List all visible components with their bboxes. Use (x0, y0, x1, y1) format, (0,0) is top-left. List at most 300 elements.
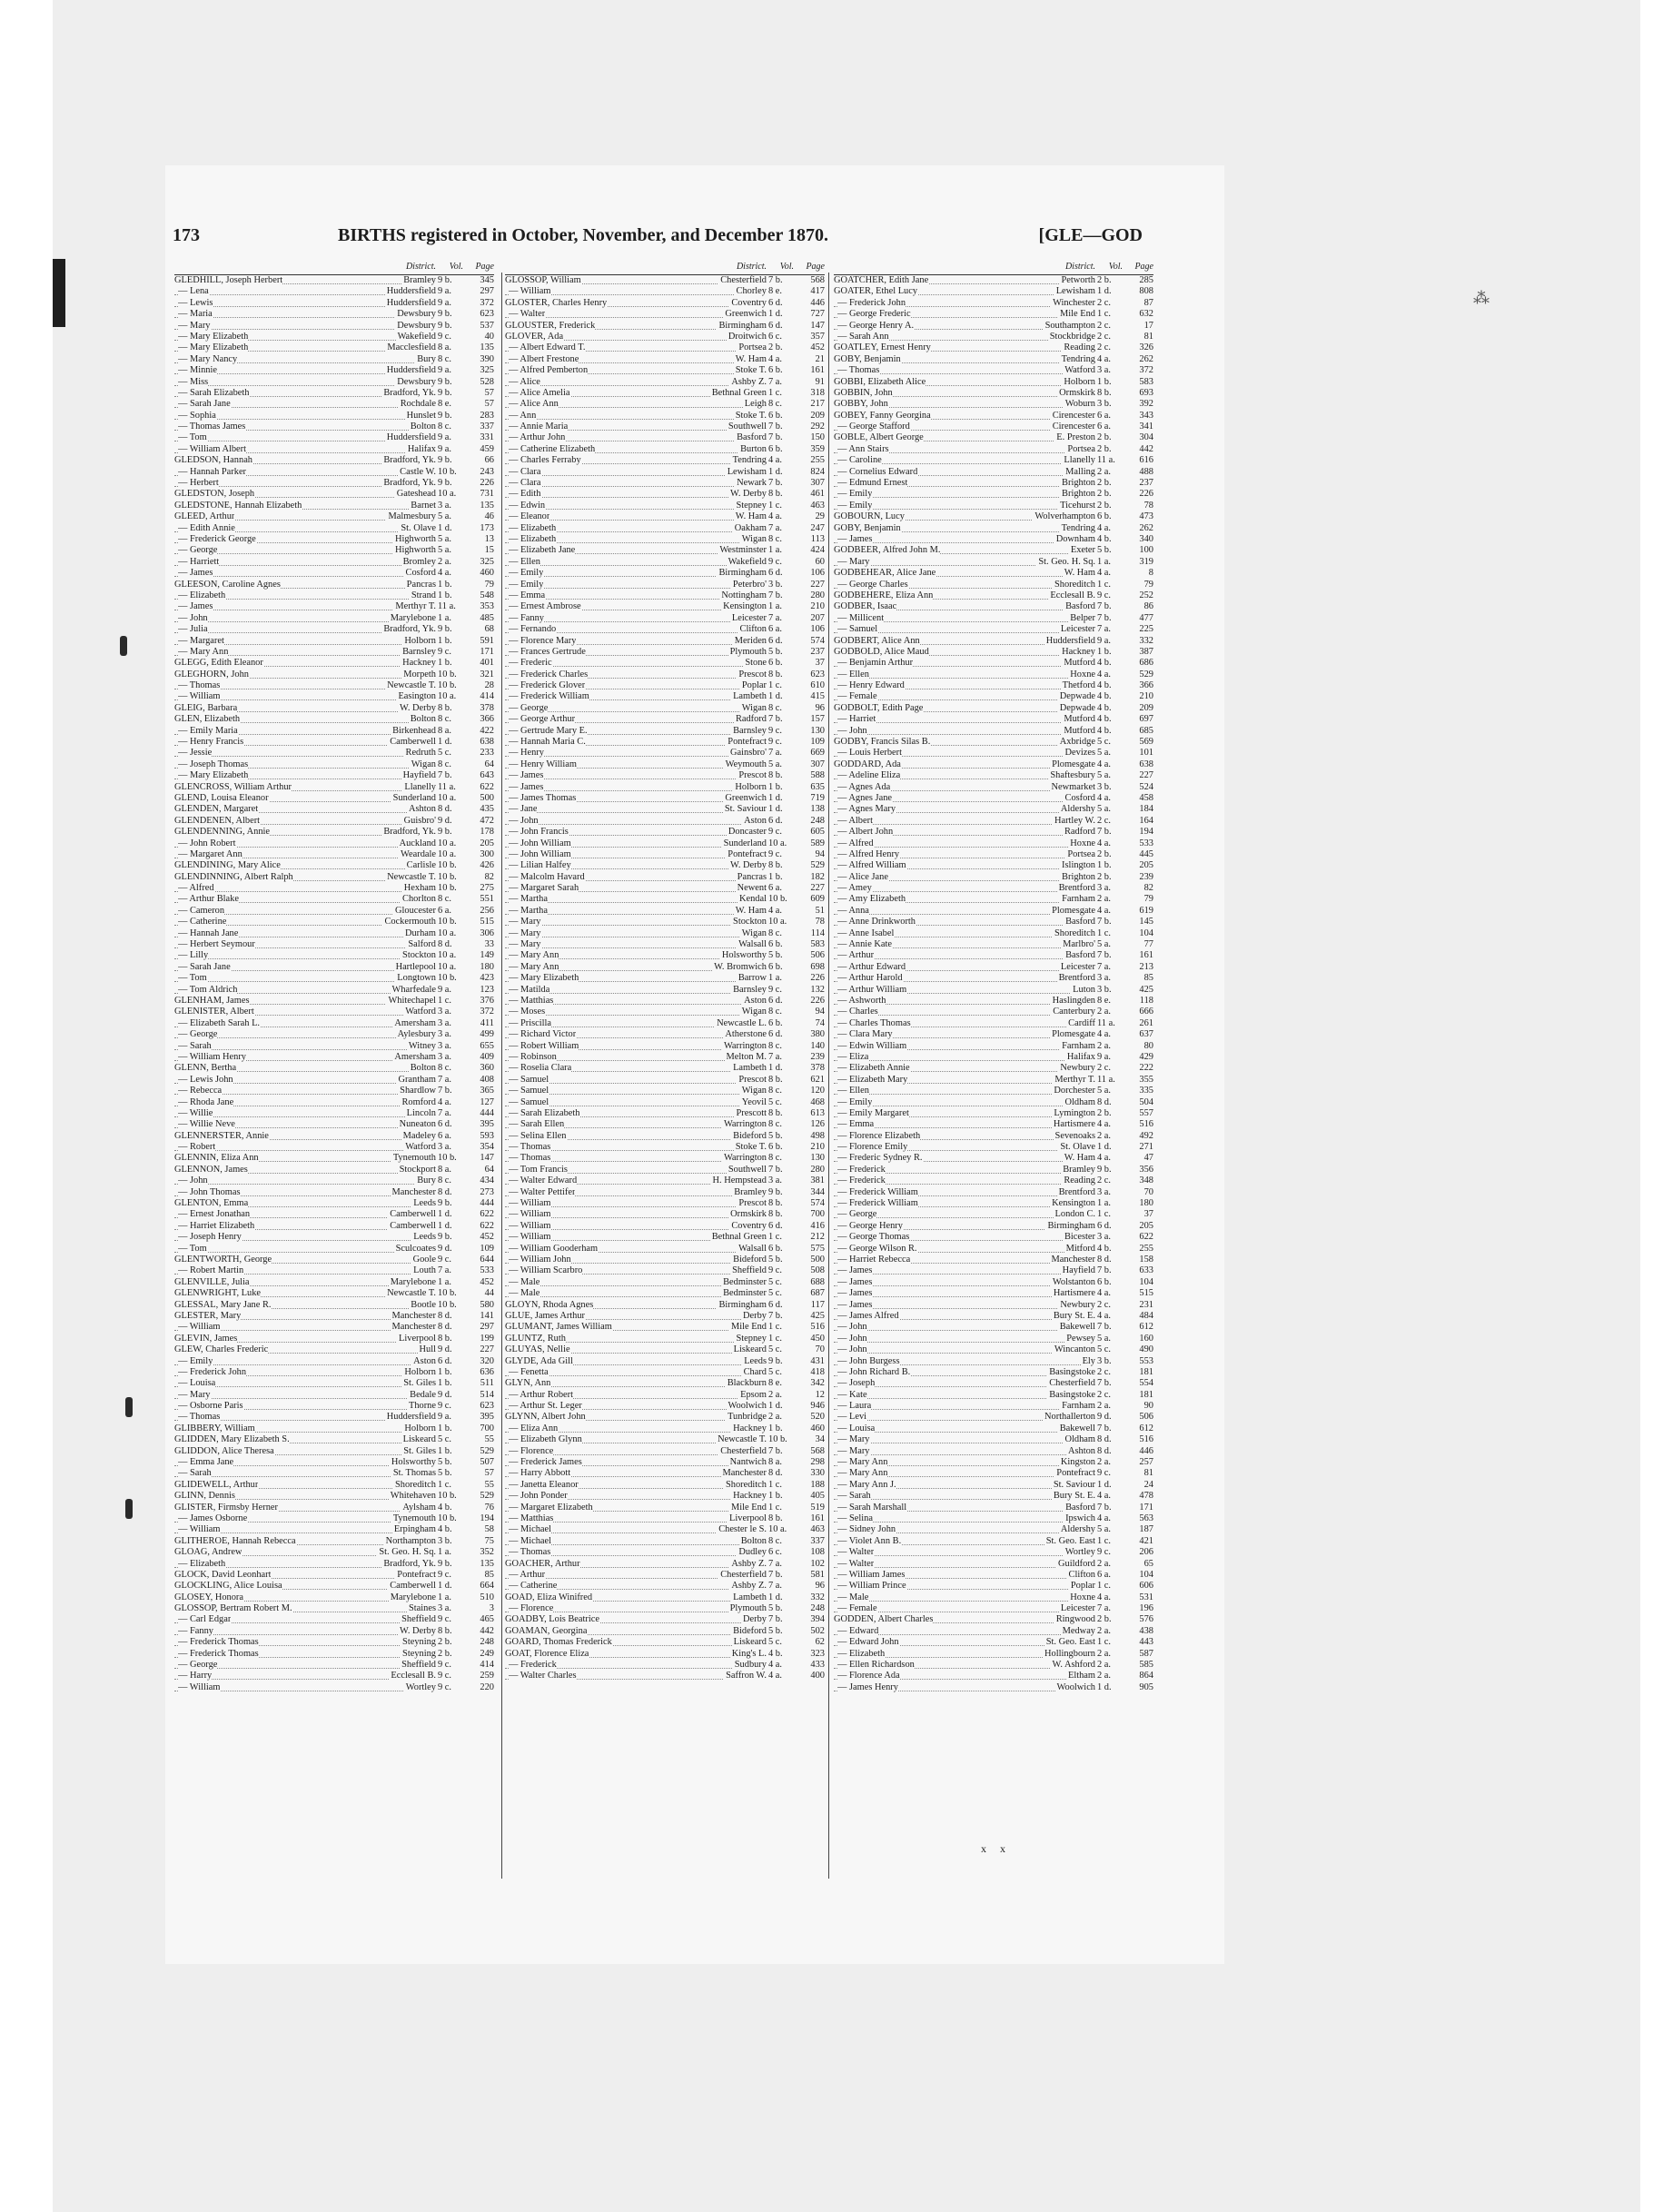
entry-volume: 1 c. (1097, 579, 1112, 590)
entry-volume: 5 b. (768, 950, 783, 961)
entry-name: — Arthur Robert (509, 1389, 573, 1400)
entry-volume: 8 d. (438, 939, 452, 950)
entry-name: GLUE, James Arthur (505, 1310, 586, 1321)
entry-district: Barnsley (733, 984, 767, 995)
entry-page: 664 (480, 1581, 494, 1592)
entry-name: — Frederick Charles (509, 669, 589, 679)
entry-district: Bicester (1064, 1232, 1095, 1243)
entry-volume: 9 c. (1097, 1547, 1112, 1558)
register-entry (174, 894, 494, 905)
entry-district: Bradford, Yk. (383, 1558, 436, 1569)
entry-name: — Roselia Clara (509, 1063, 572, 1074)
entry-district: Holborn (404, 1366, 436, 1377)
entry-volume: 1 d. (1097, 1142, 1112, 1153)
entry-volume: 2 c. (1097, 1299, 1112, 1310)
dot-leader (174, 1390, 436, 1399)
entry-volume: 9 d. (438, 1389, 452, 1400)
register-entry (174, 1559, 494, 1570)
entry-page: 85 (1143, 973, 1153, 984)
entry-name: GLENNIN, Eliza Ann (174, 1153, 259, 1164)
entry-volume: 1 c. (768, 680, 783, 691)
entry-page: 446 (810, 297, 825, 308)
entry-name: — Frederick James (509, 1457, 582, 1468)
entry-volume: 8 a. (438, 342, 452, 353)
entry-volume: 6 d. (768, 1299, 783, 1310)
entry-volume: 4 b. (1097, 533, 1112, 544)
entry-volume: 6 c. (768, 331, 783, 342)
entry-page: 44 (484, 1288, 494, 1299)
entry-volume: 9 c. (438, 646, 452, 657)
entry-district: Newcastle T. (387, 871, 436, 882)
register-entry (505, 1142, 825, 1153)
entry-page: 587 (1139, 1648, 1153, 1659)
entry-page: 643 (480, 770, 494, 781)
entry-name: GLEED, Arthur (174, 511, 235, 522)
entry-page: 58 (484, 1524, 494, 1535)
entry-page: 463 (810, 500, 825, 511)
entry-name: — James (837, 1276, 873, 1287)
entry-volume: 2 a. (1097, 466, 1112, 477)
entry-name: — John (837, 725, 867, 736)
register-entry (505, 1108, 825, 1119)
entry-name: — Hannah Maria C. (509, 737, 586, 748)
entry-name: — William Gooderham (509, 1243, 599, 1254)
entry-name: GLENISTER, Albert (174, 1007, 254, 1017)
entry-volume: 8 b. (438, 702, 452, 713)
entry-page: 297 (480, 1322, 494, 1333)
entry-district: Prescot (738, 1198, 767, 1209)
entry-volume: 5 b. (768, 646, 783, 657)
entry-name: — Thomas (509, 1153, 551, 1164)
register-entry (834, 714, 1153, 725)
entry-name: — William James (837, 1569, 906, 1580)
dot-leader (174, 748, 436, 757)
register-entry (174, 399, 494, 410)
entry-name: — George Henry A. (837, 320, 915, 331)
entry-district: Peterbro' (732, 579, 767, 590)
entry-name: — Frederick Thomas (178, 1648, 259, 1659)
entry-name: GLENNERSTER, Annie (174, 1130, 269, 1141)
entry-district: St. Geo. H. Sq. (379, 1547, 436, 1558)
entry-district: Bolton (740, 1535, 767, 1546)
register-entry (174, 1052, 494, 1063)
register-entry (174, 501, 494, 511)
dot-leader (174, 950, 436, 959)
entry-page: 117 (810, 1299, 825, 1310)
entry-district: Dewsbury (397, 320, 436, 331)
register-entry (834, 342, 1153, 353)
entry-name: — William (178, 1322, 221, 1333)
entry-district: Lambeth (733, 1592, 767, 1602)
entry-district: Ashton (1067, 1445, 1095, 1456)
entry-district: Camberwell (390, 1581, 436, 1592)
entry-name: — Tom (178, 1243, 207, 1254)
register-entry (174, 1300, 494, 1311)
entry-name: — George (178, 545, 218, 556)
entry-district: Medway (1062, 1625, 1095, 1636)
register-entry (505, 1244, 825, 1255)
entry-volume: 6 b. (768, 1017, 783, 1028)
entry-district: Sheffield (401, 1614, 436, 1625)
entry-volume: 7 b. (768, 1569, 783, 1580)
entry-name: — Ashworth (837, 996, 886, 1006)
register-entry (174, 658, 494, 669)
entry-name: — Walter Charles (509, 1671, 577, 1681)
entry-volume: 5 b. (768, 1603, 783, 1614)
entry-volume: 6 b. (1097, 511, 1112, 522)
entry-name: GLEND, Louisa Eleanor (174, 792, 269, 803)
entry-name: GLENN, Bertha (174, 1063, 237, 1074)
entry-page: 508 (810, 1265, 825, 1276)
entry-district: Newcastle T. (718, 1434, 767, 1445)
register-entry (505, 1491, 825, 1502)
entry-page: 237 (1139, 478, 1153, 489)
entry-page: 372 (480, 297, 494, 308)
register-entry (834, 883, 1153, 894)
entry-volume: 1 d. (768, 804, 783, 815)
entry-name: GODBEHEAR, Alice Jane (834, 568, 936, 579)
entry-page: 239 (1139, 871, 1153, 882)
entry-name: GLENWRIGHT, Luke (174, 1288, 262, 1299)
register-entry (505, 1232, 825, 1243)
entry-page: 321 (480, 669, 494, 679)
entry-page: 529 (1139, 669, 1153, 679)
entry-page: 227 (480, 1344, 494, 1355)
entry-page: 414 (480, 1660, 494, 1671)
entry-volume: 9 c. (438, 1660, 452, 1671)
entry-page: 360 (480, 1063, 494, 1074)
entry-volume: 8 d. (438, 1186, 452, 1197)
entry-name: GLOYN, Rhoda Agnes (505, 1299, 594, 1310)
entry-name: — Harry (178, 1671, 213, 1681)
entry-name: — Edith Annie (178, 522, 235, 533)
entry-page: 619 (1139, 905, 1153, 916)
entry-page: 57 (484, 387, 494, 398)
register-entry (174, 1311, 494, 1322)
entry-name: — Frederick William (837, 1186, 918, 1197)
entry-district: Easington (398, 691, 436, 702)
entry-volume: 7 b. (1097, 950, 1112, 961)
entry-name: GOBBIN, John (834, 387, 893, 398)
entry-volume: 9 c. (438, 1254, 452, 1265)
entry-name: GLOSEY, Honora (174, 1592, 244, 1602)
register-entry (834, 1649, 1153, 1660)
entry-page: 55 (484, 1434, 494, 1445)
entry-volume: 5 c. (768, 1288, 783, 1299)
entry-district: Basford (1065, 917, 1095, 927)
register-entry (834, 996, 1153, 1007)
entry-district: Kingston (1060, 1457, 1095, 1468)
entry-name: — Amey (837, 883, 872, 894)
entry-district: Hollingbourn (1044, 1648, 1095, 1659)
dot-leader (505, 580, 767, 589)
register-entry (834, 636, 1153, 647)
entry-volume: 3 b. (768, 579, 783, 590)
entry-page: 352 (480, 1547, 494, 1558)
entry-volume: 1 b. (1097, 860, 1112, 871)
entry-district: Steyning (402, 1637, 436, 1648)
entry-district: Doncaster (728, 827, 767, 838)
entry-district: Plymouth (729, 646, 767, 657)
entry-name: GLENDINING, Mary Alice (174, 860, 281, 871)
entry-name: — Robert Martin (178, 1265, 244, 1276)
dot-leader (834, 1265, 1095, 1275)
entry-volume: 7 b. (768, 714, 783, 725)
register-entry (174, 1334, 494, 1344)
entry-district: Pancras (737, 871, 767, 882)
entry-district: Greenwich (725, 792, 767, 803)
entry-district: Epsom (740, 1389, 767, 1400)
entry-district: Bideford (733, 1625, 767, 1636)
entry-page: 81 (1143, 331, 1153, 342)
entry-district: Aylesbury (397, 1029, 436, 1040)
register-entry (174, 849, 494, 860)
register-entry (505, 1356, 825, 1367)
entry-name: — William Henry (178, 1051, 246, 1062)
entry-page: 516 (1139, 1119, 1153, 1130)
entry-name: — Anne Isabel (837, 927, 895, 938)
column-header (834, 262, 1153, 275)
entry-name: GLEDSTONE, Hannah Elizabeth (174, 500, 302, 511)
entry-page: 280 (810, 590, 825, 600)
entry-district: Farnham (1062, 1040, 1095, 1051)
entry-page: 205 (480, 838, 494, 848)
entry-page: 548 (480, 590, 494, 600)
register-entry (174, 613, 494, 624)
entry-page: 147 (810, 320, 825, 331)
register-entry (834, 1311, 1153, 1322)
entry-name: — Alice Ann (509, 399, 559, 410)
register-entry (505, 1592, 825, 1603)
entry-page: 514 (480, 1389, 494, 1400)
register-entry (505, 1153, 825, 1164)
entry-name: — Agnes Ada (837, 781, 891, 792)
entry-volume: 1 c. (768, 1322, 783, 1333)
entry-name: — Ellen (509, 556, 540, 567)
entry-page: 574 (810, 635, 825, 646)
entry-name: — Walter (837, 1547, 875, 1558)
entry-district: Reading (1064, 342, 1095, 353)
entry-district: Gainsbro' (730, 748, 767, 759)
entry-district: Meriden (734, 635, 767, 646)
entry-district: Walsall (738, 939, 767, 950)
entry-name: — Mary (837, 1434, 870, 1445)
entry-name: — Frederick William (837, 1198, 918, 1209)
register-entry (834, 1221, 1153, 1232)
entry-volume: 4 a. (768, 1660, 783, 1671)
entry-name: — Eliza Ann (509, 1423, 559, 1433)
register-entry (834, 1175, 1153, 1186)
entry-name: — Henry Francis (178, 737, 244, 748)
entry-district: Hayfield (1062, 1265, 1095, 1276)
entry-name: — Frederick George (178, 533, 256, 544)
entry-page: 13 (484, 533, 494, 544)
index-column-1 (174, 262, 494, 1693)
entry-page: 292 (810, 422, 825, 432)
entry-page: 666 (1139, 1007, 1153, 1017)
register-entry (505, 1018, 825, 1029)
register-entry (505, 1165, 825, 1175)
register-entry (834, 1063, 1153, 1074)
entry-volume: 6 c. (768, 1547, 783, 1558)
entry-district: Bury St. E. (1053, 1310, 1095, 1321)
entry-volume: 10 b. (438, 1153, 457, 1164)
entry-volume: 9 a. (438, 1412, 452, 1423)
entry-page: 256 (480, 905, 494, 916)
entry-volume: 8 c. (768, 1153, 783, 1164)
entry-volume: 2 c. (1097, 815, 1112, 826)
entry-page: 686 (1139, 658, 1153, 669)
entry-volume: 9 b. (438, 1198, 452, 1209)
entry-name: — Lewis John (178, 1074, 233, 1085)
register-entry (174, 545, 494, 556)
entry-page: 78 (815, 917, 825, 927)
entry-page: 249 (480, 1648, 494, 1659)
entry-page: 262 (1139, 353, 1153, 364)
entry-name: — Sophia (178, 410, 216, 421)
entry-page: 623 (480, 1401, 494, 1412)
entry-page: 332 (810, 1592, 825, 1602)
entry-district: Chorley (736, 286, 767, 297)
entry-page: 563 (1139, 1513, 1153, 1523)
entry-name: — Harriett (178, 556, 220, 567)
entry-district: Guildford (1058, 1558, 1095, 1569)
register-entry (174, 1503, 494, 1513)
entry-volume: 6 b. (768, 1142, 783, 1153)
entry-name: — William Albert (178, 443, 247, 454)
entry-name: — James (509, 770, 544, 781)
register-entry (834, 1288, 1153, 1299)
entry-page: 239 (810, 1051, 825, 1062)
entry-page: 325 (480, 365, 494, 376)
register-entry (505, 286, 825, 297)
entry-volume: 9 c. (438, 331, 452, 342)
entry-district: Cirencester (1052, 422, 1095, 432)
entry-volume: 1 d. (768, 691, 783, 702)
entry-volume: 3 b. (1097, 781, 1112, 792)
entry-page: 171 (1139, 1502, 1153, 1513)
entry-name: — Ernest Jonathan (178, 1209, 251, 1220)
entry-name: — Emily (178, 1355, 213, 1366)
entry-volume: 7 b. (1097, 601, 1112, 612)
entry-volume: 3 a. (438, 1603, 452, 1614)
entry-district: Cockermouth (384, 917, 436, 927)
dot-leader (834, 1401, 1095, 1410)
entry-page: 557 (1139, 1107, 1153, 1118)
entry-district: Highworth (394, 545, 436, 556)
register-entry (834, 793, 1153, 804)
entry-name: — Catherine (509, 1581, 558, 1592)
register-entry (834, 1401, 1153, 1412)
entry-page: 390 (480, 353, 494, 364)
entry-page: 220 (480, 1681, 494, 1692)
entry-name: — Joseph Henry (178, 1232, 242, 1243)
register-entry (174, 432, 494, 443)
entry-page: 180 (1139, 1198, 1153, 1209)
entry-page: 359 (810, 443, 825, 454)
entry-district: Merthyr T. (395, 601, 436, 612)
entry-name: — Elizabeth Sarah L. (178, 1017, 261, 1028)
entry-volume: 2 c. (1097, 342, 1112, 353)
register-entry (174, 1378, 494, 1389)
entry-page: 40 (484, 331, 494, 342)
entry-page: 212 (810, 1232, 825, 1243)
entry-district: Mile End (1060, 309, 1095, 320)
sheet-mark: ⁂ (1473, 289, 1490, 307)
entry-name: — Arthur (837, 950, 875, 961)
entry-page: 380 (810, 1029, 825, 1040)
entry-page: 130 (810, 1153, 825, 1164)
entry-name: GLOSSOP, William (505, 275, 581, 285)
register-entry (505, 973, 825, 984)
punch-hole (125, 1397, 133, 1417)
entry-district: Wakefield (397, 331, 436, 342)
entry-page: 414 (480, 691, 494, 702)
register-entry (505, 1187, 825, 1198)
register-entry (505, 1626, 825, 1637)
entry-name: — Janetta Eleanor (509, 1479, 579, 1490)
entry-list (505, 275, 825, 1682)
register-entry (174, 1581, 494, 1592)
register-entry (834, 1187, 1153, 1198)
entry-volume: 4 a. (1097, 353, 1112, 364)
entry-name: — Herbert Seymour (178, 939, 255, 950)
entry-volume: 1 d. (438, 1581, 452, 1592)
entry-name: — Ann (509, 410, 537, 421)
entry-volume: 5 a. (438, 533, 452, 544)
entry-district: Leeds (413, 1232, 436, 1243)
entry-name: — Emma (509, 590, 546, 600)
entry-district: Huddersfield (386, 1412, 436, 1423)
entry-volume: 10 b. (438, 1491, 457, 1502)
entry-page: 415 (810, 691, 825, 702)
entry-page: 516 (1139, 1434, 1153, 1445)
entry-name: — Arthur Edward (837, 961, 906, 972)
entry-page: 82 (484, 871, 494, 882)
entry-name: GLENDENEN, Albert (174, 815, 261, 826)
entry-volume: 5 a. (1097, 1524, 1112, 1535)
entry-name: — Emily (509, 579, 544, 590)
entry-volume: 9 c. (1097, 1468, 1112, 1479)
register-entry (174, 670, 494, 680)
entry-name: — Frederick Thomas (178, 1637, 259, 1648)
register-entry (174, 1221, 494, 1232)
entry-volume: 8 b. (438, 1333, 452, 1344)
entry-name: — Matthias (509, 1513, 554, 1523)
entry-volume: 10 a. (438, 848, 457, 859)
entry-page: 248 (810, 815, 825, 826)
entry-district: Brentford (1058, 1186, 1095, 1197)
register-entry (505, 1390, 825, 1401)
entry-volume: 8 c. (438, 353, 452, 364)
entry-district: Lambeth (733, 1063, 767, 1074)
register-entry (505, 1334, 825, 1344)
register-entry (834, 478, 1153, 489)
entry-volume: 1 c. (768, 1232, 783, 1243)
entry-district: Mile End (731, 1322, 767, 1333)
entry-page: 181 (1139, 1366, 1153, 1377)
register-entry (505, 1007, 825, 1017)
entry-page: 79 (1143, 579, 1153, 590)
entry-page: 353 (480, 601, 494, 612)
entry-district: Bury St. E. (1053, 1491, 1095, 1502)
entry-name: GOBEY, Fanny Georgina (834, 410, 931, 421)
register-entry (834, 354, 1153, 365)
entry-volume: 8 a. (438, 725, 452, 736)
register-entry (174, 827, 494, 838)
entry-district: Bradford, Yk. (383, 827, 436, 838)
entry-volume: 2 c. (1097, 1366, 1112, 1377)
